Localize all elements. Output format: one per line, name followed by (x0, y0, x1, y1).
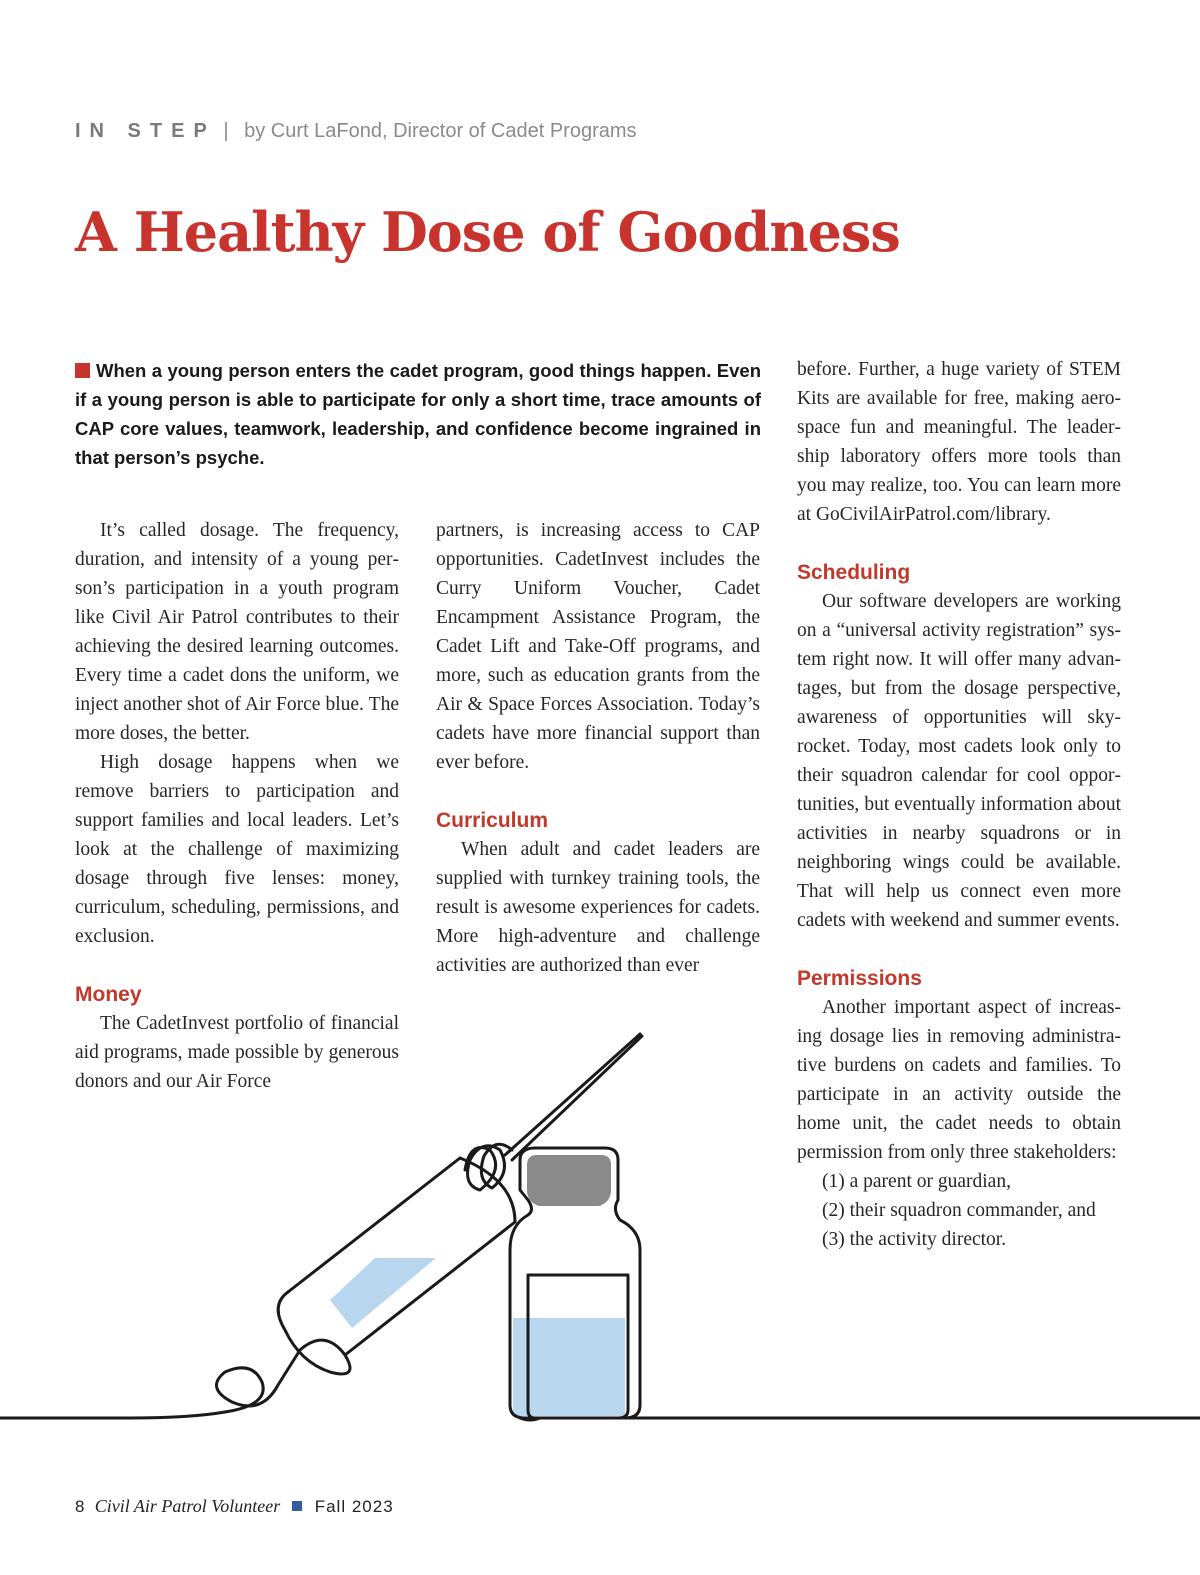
lead-text: When a young person enters the cadet program, good things happen. Even if a young person is able to participate for only a short time, trace amounts of CAP core values, teamwork, leadership, and confidence become ingrained in that person’s psyche. (75, 360, 761, 468)
curriculum-paragraph-part-1: When adult and cadet leaders are supplied with turnkey training tools, the result is awesome experiences for cadets. More high-adventure and challenge activities are authorized than ever (436, 839, 760, 976)
issue-date: Fall 2023 (314, 1497, 394, 1516)
publication-name: Civil Air Patrol Volunteer (94, 1496, 281, 1516)
section-heading-scheduling: Scheduling (797, 561, 911, 584)
page-number: 8 (75, 1497, 85, 1516)
footer-square-marker (292, 1501, 302, 1511)
syringe-needle (505, 1034, 642, 1160)
lead-paragraph (75, 356, 761, 472)
permissions-list-item-1: (1) a parent or guardian, (822, 1171, 1011, 1192)
syringe-coil (465, 1144, 512, 1190)
body-column-2 (436, 516, 760, 980)
page-footer (75, 1496, 394, 1517)
intro-paragraph-2: High dosage happens when we remove barriers to participation and support families and local leaders. Let’s look at the challenge of maximizing dosage through five lenses: money, curriculum, scheduling, permissions, and exclusion. (75, 752, 399, 947)
money-paragraph-part-1: The CadetInvest portfolio of financial aid programs, made possible by generous donors and our Air Force (75, 1013, 399, 1092)
permissions-list-item-2: (2) their squadron commander, and (822, 1200, 1096, 1221)
article-title: A Healthy Dose of Goodness (75, 200, 900, 264)
plunger-loop (216, 1292, 350, 1412)
lead-square-marker (75, 363, 90, 378)
vial-base (520, 1418, 640, 1420)
section-heading-permissions: Permissions (797, 967, 922, 990)
intro-paragraph-1: It’s called dosage. The frequency, duration, and intensity of a young person’s participation in a youth program like Civil Air Patrol contributes to their achieving the desired learning outcomes. Every time a cadet dons the uniform, we inject another shot of Air Force blue. The more doses, the better. (75, 520, 399, 744)
vial-cap (527, 1155, 611, 1206)
section-heading-money: Money (75, 983, 142, 1006)
permissions-paragraph: Another important aspect of increasing dosage lies in removing administrative burdens on cadets and families. To participate in an activity outside the home unit, the cadet needs to obtain permission from only three stakeholders: (797, 997, 1121, 1163)
syringe-liquid (330, 1258, 436, 1328)
syringe-vial-illustration (0, 1010, 1200, 1430)
kicker-separator: | (223, 120, 229, 142)
permissions-list-item-3: (3) the activity director. (822, 1229, 1007, 1250)
column-kicker (75, 120, 637, 143)
byline: by Curt LaFond, Director of Cadet Programs (244, 120, 637, 142)
ground-line-left (0, 1412, 225, 1418)
column-name: IN STEP (75, 120, 216, 142)
section-heading-curriculum: Curriculum (436, 809, 549, 832)
money-paragraph-part-2: partners, is increasing access to CAP opportunities. CadetInvest includes the Curry Uniform Voucher, Cadet Encampment Assistance Program, the Cadet Lift and Take-Off programs, and more, such as education grants from the Air & Space Forces Association. Today’s cadets have more financial support than ever before. (436, 520, 760, 773)
scheduling-paragraph: Our software developers are working on a “universal activity registration” system right now. It will offer many advantages, but from the dosage perspective, awareness of opportunities will skyrocket. Today, most cadets look only to their squadron calendar for cool opportunities, but eventually information about activities in nearby squadrons or in neighboring wings could be available. That will help us connect even more cadets with weekend and summer events. (797, 591, 1121, 931)
vial-liquid (513, 1318, 625, 1416)
body-column-1 (75, 516, 399, 1096)
curriculum-paragraph-part-2: before. Further, a huge variety of STEM Kits are available for free, making aerospace fun and meaningful. The leadership laboratory offers more tools than you may realize, too. You can learn more at GoCivilAirPatrol.com/library. (797, 359, 1121, 525)
